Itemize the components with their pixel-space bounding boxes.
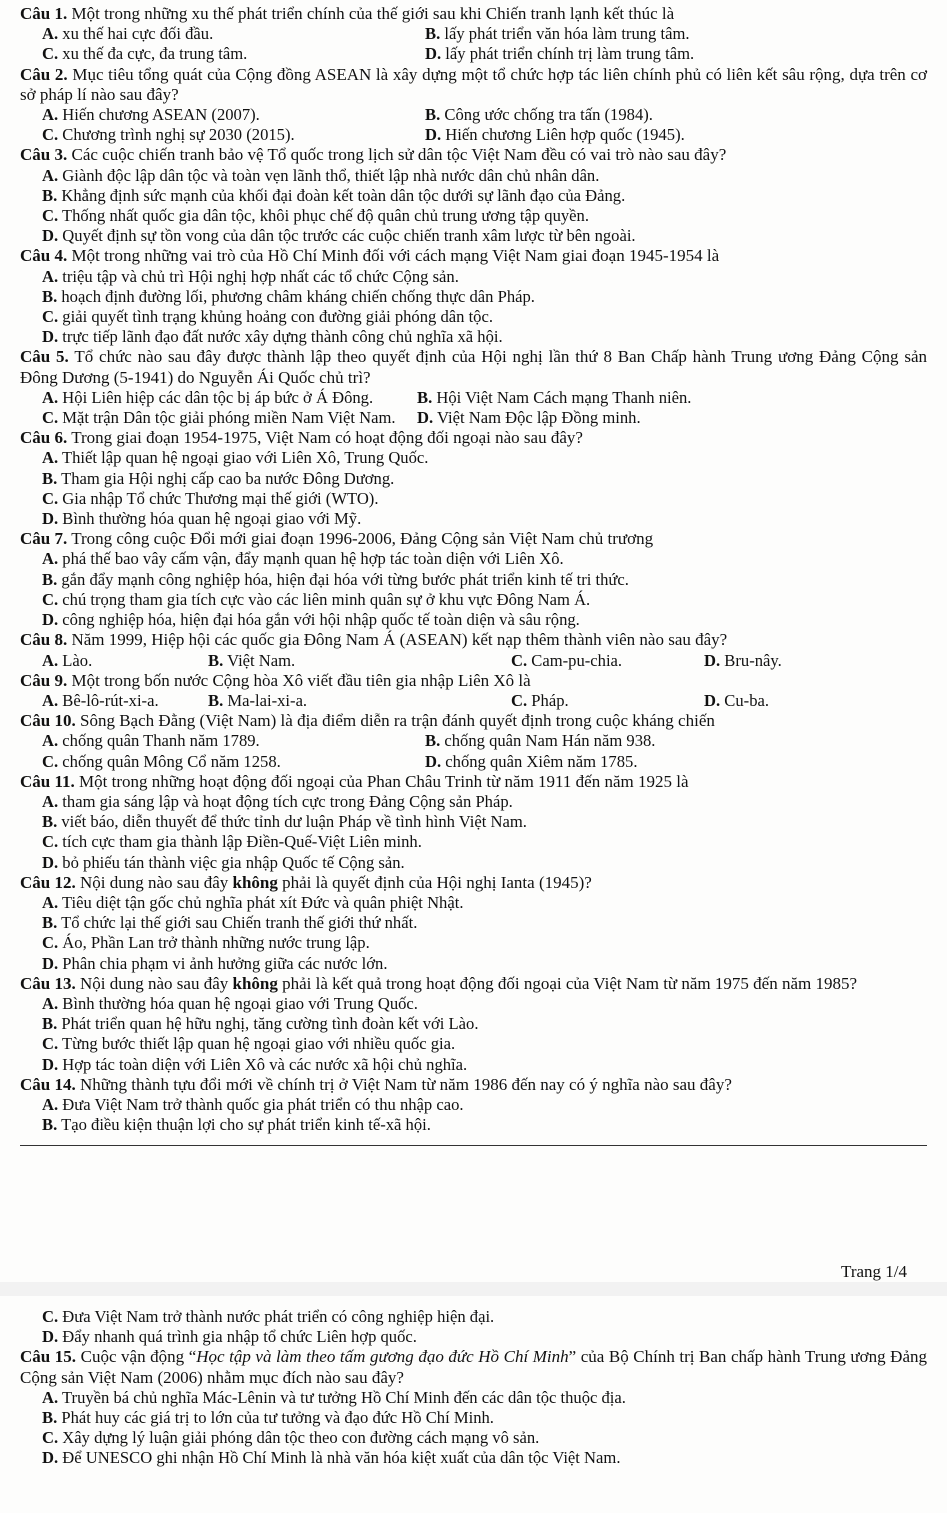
option-letter: C. (42, 488, 59, 508)
option-row (42, 388, 927, 408)
option-row (42, 44, 927, 64)
question-number: Câu 13. (20, 973, 76, 993)
option (425, 24, 690, 44)
question-number: Câu 4. (20, 246, 68, 266)
option-letter: A. (42, 650, 59, 670)
option-text: Bru-nây. (724, 650, 782, 670)
option-letter: A. (42, 1094, 59, 1114)
question-8 (20, 630, 927, 650)
option (42, 590, 927, 610)
option-letter: D. (425, 125, 442, 145)
option-row (42, 408, 927, 428)
question-number: Câu 15. (20, 1347, 77, 1367)
option (208, 691, 511, 711)
option-text: Lào. (62, 650, 93, 670)
question-8-options (20, 651, 927, 671)
option-letter: A. (42, 892, 59, 912)
option-letter: A. (42, 387, 59, 407)
option (42, 853, 927, 873)
option-letter: C. (42, 832, 59, 852)
option-text: Pháp. (531, 690, 569, 710)
option-letter: C. (42, 206, 59, 226)
option: A. Truyền bá chủ nghĩa Mác-Lênin và tư tưởng Hồ Chí Minh đến các dân tộc thuộc địa. (42, 1387, 626, 1407)
question-text: Tổ chức nào sau đây được thành lập theo quyết định của Hội nghị lần thứ 8 Ban Chấp hành Trung ương Đảng Cộng sản Đông Dương (5-1941) do Nguyễn Ái Quốc chủ trì? (20, 347, 927, 387)
question-text: Một trong những xu thế phát triển chính của thế giới sau khi Chiến tranh lạnh kết thúc là (71, 4, 675, 23)
option-text: trực tiếp lãnh đạo đất nước xây dựng thành công chủ nghĩa xã hội. (62, 327, 503, 347)
option-letter: D. (42, 610, 59, 630)
question-text: Một trong bốn nước Cộng hòa Xô viết đầu tiên gia nhập Liên Xô là (71, 670, 531, 690)
option (42, 832, 927, 852)
option-text: Tạo điều kiện thuận lợi cho sự phát triển kinh tế-xã hội. (61, 1115, 431, 1135)
option-letter: B. (42, 468, 58, 488)
option-letter: C. (42, 125, 59, 145)
question-text: Một trong những vai trò của Hồ Chí Minh đối với cách mạng Việt Nam giai đoạn 1945-1954 là (71, 246, 720, 266)
option (704, 691, 769, 711)
option-text: chống quân Xiêm năm 1785. (445, 751, 638, 771)
option-text: Ma-lai-xi-a. (227, 690, 308, 710)
option-text: Tổ chức lại thế giới sau Chiến tranh thế giới thứ nhất. (61, 913, 418, 933)
option-letter: B. (42, 1014, 58, 1034)
question-12-options (20, 893, 927, 974)
question-10-options (20, 731, 927, 771)
question-9 (20, 671, 927, 691)
option (42, 933, 927, 953)
question-12 (20, 873, 927, 893)
option-row (42, 752, 927, 772)
option (42, 1115, 927, 1135)
question-13 (20, 974, 927, 994)
question-number: Câu 5. (20, 347, 69, 367)
question-4 (20, 246, 927, 266)
option-letter: B. (425, 24, 441, 44)
exam-page-2 (0, 1296, 947, 1513)
question-2 (20, 65, 927, 105)
option (42, 752, 425, 772)
question-list-continued (0, 1296, 947, 1469)
continued-options (20, 1307, 927, 1347)
option (42, 1034, 927, 1054)
option-letter: A. (42, 105, 59, 125)
option-letter: D. (42, 226, 59, 246)
option-text: viết báo, diễn thuyết để thức tỉnh dư luận Pháp về tình hình Việt Nam. (61, 812, 527, 832)
option-letter: B. (425, 731, 441, 751)
option-text: xu thế hai cực đối đầu. (62, 24, 214, 44)
option-letter: B. (417, 387, 433, 407)
option: D. Đẩy nhanh quá trình gia nhập tổ chức Liên hợp quốc. (42, 1327, 417, 1347)
option (42, 954, 927, 974)
option (42, 731, 425, 751)
question-number: Câu 12. (20, 872, 76, 892)
option-letter: B. (425, 105, 441, 125)
option-letter: B. (42, 286, 58, 306)
option-letter: D. (42, 327, 59, 347)
option-text: Đưa Việt Nam trở thành quốc gia phát triển có thu nhập cao. (62, 1094, 464, 1114)
option (511, 691, 704, 711)
option-letter: D. (42, 953, 59, 973)
option-text: Hội Việt Nam Cách mạng Thanh niên. (436, 387, 692, 407)
question-15: Câu 15. Cuộc vận động “Học tập và làm theo tấm gương đạo đức Hồ Chí Minh” của Bộ Chính trị Ban chấp hành Trung ương Đảng Cộng sản Việt Nam (2006) nhằm mục đích nào sau đây? (20, 1347, 928, 1387)
question-11 (20, 772, 927, 792)
option-letter: B. (42, 569, 58, 589)
option-letter: B. (42, 913, 58, 933)
option (42, 307, 927, 327)
option (42, 994, 927, 1014)
option-letter: C. (511, 650, 528, 670)
option (42, 1014, 927, 1034)
option (42, 509, 927, 529)
option (704, 651, 782, 671)
option-text: Thiết lập quan hệ ngoại giao với Liên Xô, Trung Quốc. (62, 448, 429, 468)
option-letter: A. (42, 731, 59, 751)
option-text: Chương trình nghị sự 2030 (2015). (62, 125, 295, 145)
option (425, 125, 685, 145)
option-text: Giành độc lập dân tộc và toàn vẹn lãnh thổ, thiết lập nhà nước dân chủ nhân dân. (62, 165, 600, 185)
question-emphasis: không (232, 872, 278, 892)
option (42, 327, 927, 347)
option (425, 731, 655, 751)
question-text: Những thành tựu đổi mới về chính trị ở Việt Nam từ năm 1986 đến nay có ý nghĩa nào sau đây? (79, 1074, 732, 1094)
option-text: Hiến chương Liên hợp quốc (1945). (445, 125, 685, 145)
option-letter: D. (425, 751, 442, 771)
option-text: Cu-ba. (724, 690, 769, 710)
option-text: Việt Nam Độc lập Đồng minh. (437, 408, 641, 428)
option: C. Đưa Việt Nam trở thành nước phát triển có công nghiệp hiện đại. (42, 1307, 495, 1326)
option-letter: D. (417, 408, 434, 428)
option (425, 105, 653, 125)
option-letter: C. (42, 1034, 59, 1054)
option (417, 408, 641, 428)
option (42, 1095, 927, 1115)
option-text: Mặt trận Dân tộc giải phóng miền Nam Việt Nam. (62, 408, 396, 428)
option-row (42, 105, 927, 125)
option-letter: B. (42, 185, 58, 205)
question-1 (20, 4, 927, 24)
option-letter: C. (42, 307, 59, 327)
option (42, 812, 927, 832)
page-gap (0, 1282, 947, 1296)
option-letter: A. (42, 690, 59, 710)
option (42, 125, 425, 145)
option (42, 549, 927, 569)
question-text: Nội dung nào sau đây (79, 973, 233, 993)
option-text: lấy phát triển chính trị làm trung tâm. (445, 44, 695, 64)
question-15-options (20, 1388, 927, 1469)
question-number: Câu 11. (20, 771, 75, 791)
question-text: Năm 1999, Hiệp hội các quốc gia Đông Nam Á (ASEAN) kết nạp thêm thành viên nào sau đây? (71, 630, 728, 650)
option-letter: A. (42, 266, 59, 286)
option (42, 691, 208, 711)
option (42, 105, 425, 125)
option-letter: D. (704, 650, 721, 670)
option-text: Công ước chống tra tấn (1984). (444, 105, 653, 125)
option-text: Hội Liên hiệp các dân tộc bị áp bức ở Á Đông. (62, 387, 374, 407)
question-text: Mục tiêu tổng quát của Cộng đồng ASEAN là xây dựng một tổ chức hợp tác liên chính phủ có liên kết sâu rộng, dựa trên cơ sở pháp lí nào sau đây? (20, 64, 928, 104)
option-letter: C. (42, 933, 59, 953)
option-letter: D. (42, 509, 59, 529)
option: D. Để UNESCO ghi nhận Hồ Chí Minh là nhà văn hóa kiệt xuất của dân tộc Việt Nam. (42, 1448, 621, 1468)
question-number: Câu 14. (20, 1074, 76, 1094)
option-letter: D. (42, 1054, 59, 1074)
option-text: hoạch định đường lối, phương châm kháng chiến chống thực dân Pháp. (61, 286, 535, 306)
question-6 (20, 428, 927, 448)
question-7 (20, 529, 927, 549)
option-letter: A. (42, 791, 59, 811)
option-text: chống quân Mông Cổ năm 1258. (62, 751, 281, 771)
option-text: tích cực tham gia thành lập Điền-Quế-Việt Liên minh. (62, 832, 422, 852)
option (42, 206, 927, 226)
question-3 (20, 145, 927, 165)
option (42, 408, 417, 428)
option-letter: B. (208, 690, 224, 710)
option-letter: A. (42, 448, 59, 468)
option-letter: C. (511, 690, 528, 710)
option-text: Tiêu diệt tận gốc chủ nghĩa phát xít Đức và quân phiệt Nhật. (62, 892, 464, 912)
question-4-options (20, 267, 927, 348)
option (42, 469, 927, 489)
option-text: Áo, Phần Lan trở thành những nước trung lập. (62, 933, 370, 953)
option (42, 792, 927, 812)
option (42, 570, 927, 590)
question-5-options (20, 388, 927, 428)
question-text: Sông Bạch Đằng (Việt Nam) là địa điểm diễn ra trận đánh quyết định trong cuộc kháng chiến (79, 711, 715, 731)
question-text: phải là kết quả trong hoạt động đối ngoại của Việt Nam từ năm 1975 đến năm 1985? (277, 973, 858, 993)
question-3-options (20, 166, 927, 247)
question-number: Câu 3. (20, 145, 68, 165)
option (425, 44, 694, 64)
option (208, 651, 511, 671)
question-text: Trong giai đoạn 1954-1975, Việt Nam có hoạt động đối ngoại nào sau đây? (71, 428, 583, 448)
option (42, 651, 208, 671)
question-2-options (20, 105, 927, 145)
option-row (42, 691, 927, 711)
question-emphasis: không (232, 973, 278, 993)
option-text: Bình thường hóa quan hệ ngoại giao với Trung Quốc. (62, 993, 418, 1013)
question-text: Một trong những hoạt động đối ngoại của Phan Châu Trinh từ năm 1911 đến năm 1925 là (79, 771, 689, 791)
option-text: chú trọng tham gia tích cực vào các liên minh quân sự ở khu vực Đông Nam Á. (62, 589, 591, 609)
question-text: phải là quyết định của Hội nghị Ianta (1945)? (277, 872, 592, 892)
question-text: Nội dung nào sau đây (79, 872, 233, 892)
option (417, 388, 691, 408)
option (42, 24, 425, 44)
option (42, 186, 927, 206)
option-text: Hợp tác toàn diện với Liên Xô và các nước xã hội chủ nghĩa. (62, 1054, 468, 1074)
option-letter: A. (42, 549, 59, 569)
option-row (42, 125, 927, 145)
option-text: Phát triển quan hệ hữu nghị, tăng cường tình đoàn kết với Lào. (61, 1014, 479, 1034)
option: C. Xây dựng lý luận giải phóng dân tộc theo con đường cách mạng vô sản. (42, 1428, 540, 1448)
option-text: Từng bước thiết lập quan hệ ngoại giao với nhiều quốc gia. (62, 1034, 456, 1054)
option-text: Tham gia Hội nghị cấp cao ba nước Đông Dương. (61, 468, 395, 488)
option: B. Phát huy các giá trị to lớn của tư tưởng và đạo đức Hồ Chí Minh. (42, 1408, 494, 1428)
option-text: xu thế đa cực, đa trung tâm. (62, 44, 248, 64)
option (42, 388, 417, 408)
option-letter: B. (42, 812, 58, 832)
option-text: triệu tập và chủ trì Hội nghị hợp nhất các tổ chức Cộng sản. (62, 266, 459, 286)
option (42, 267, 927, 287)
question-number: Câu 2. (20, 64, 68, 84)
question-10 (20, 711, 927, 731)
question-number: Câu 8. (20, 630, 68, 650)
option-text: Khẳng định sức mạnh của khối đại đoàn kết toàn dân tộc dưới sự lãnh đạo của Đảng. (61, 185, 626, 205)
option-text: gắn đẩy mạnh công nghiệp hóa, hiện đại hóa với từng bước phát triển kinh tế tri thức. (61, 569, 629, 589)
option-letter: D. (704, 690, 721, 710)
option-letter: A. (42, 993, 59, 1013)
option-text: Hiến chương ASEAN (2007). (62, 105, 260, 125)
option-letter: C. (42, 44, 59, 64)
question-1-options (20, 24, 927, 64)
question-6-options (20, 448, 927, 529)
option-text: phá thế bao vây cấm vận, đẩy mạnh quan hệ hợp tác toàn diện với Liên Xô. (62, 549, 564, 569)
option (42, 287, 927, 307)
option-text: Bình thường hóa quan hệ ngoại giao với Mỹ. (62, 509, 362, 529)
option-text: bỏ phiếu tán thành việc gia nhập Quốc tế Cộng sản. (62, 852, 405, 872)
option-letter: D. (425, 44, 442, 64)
option-letter: C. (42, 751, 59, 771)
option-text: Bê-lô-rút-xi-a. (62, 690, 159, 710)
option-text: công nghiệp hóa, hiện đại hóa gắn với hội nhập quốc tế toàn diện và sâu rộng. (62, 610, 580, 630)
option-letter: B. (208, 650, 224, 670)
question-number: Câu 6. (20, 428, 68, 448)
question-5 (20, 347, 927, 387)
question-14-options (20, 1095, 927, 1135)
option (42, 913, 927, 933)
option-text: Việt Nam. (227, 650, 296, 670)
option-text: Cam-pu-chia. (531, 650, 623, 670)
question-14 (20, 1075, 927, 1095)
page-rule (20, 1145, 927, 1146)
option-text: Phân chia phạm vi ảnh hưởng giữa các nước lớn. (62, 953, 388, 973)
question-text: Trong công cuộc Đổi mới giai đoạn 1996-2006, Đảng Cộng sản Việt Nam chủ trương (71, 529, 654, 549)
option-text: giải quyết tình trạng khủng hoảng con đường giải phóng dân tộc. (62, 307, 493, 327)
option-text: lấy phát triển văn hóa làm trung tâm. (444, 24, 690, 44)
option-letter: A. (42, 24, 59, 44)
option-text: chống quân Nam Hán năm 938. (444, 731, 656, 751)
question-number: Câu 9. (20, 670, 68, 690)
question-7-options (20, 549, 927, 630)
option-letter: C. (42, 408, 59, 428)
option-letter: B. (42, 1115, 58, 1135)
question-13-options (20, 994, 927, 1075)
option (42, 448, 927, 468)
option (42, 44, 425, 64)
option-letter: D. (42, 852, 59, 872)
option (42, 610, 927, 630)
option-row (42, 651, 927, 671)
option (42, 166, 927, 186)
question-number: Câu 10. (20, 711, 76, 731)
option (42, 893, 927, 913)
question-number: Câu 7. (20, 529, 68, 549)
option (42, 1055, 927, 1075)
page-footer: Trang 1/4 (841, 1262, 907, 1281)
option-text: chống quân Thanh năm 1789. (62, 731, 260, 751)
option-text: tham gia sáng lập và hoạt động tích cực trong Đảng Cộng sản Pháp. (62, 791, 513, 811)
option-letter: A. (42, 165, 59, 185)
question-number: Câu 1. (20, 4, 68, 23)
option-text: Gia nhập Tổ chức Thương mại thế giới (WTO). (62, 488, 379, 508)
option (42, 489, 927, 509)
option-row (42, 731, 927, 751)
option-row (42, 24, 927, 44)
question-11-options (20, 792, 927, 873)
option-text: Quyết định sự tồn vong của dân tộc trước các cuộc chiến tranh xâm lược từ bên ngoài. (62, 226, 636, 246)
option-letter: C. (42, 589, 59, 609)
option (425, 752, 637, 772)
option-text: Thống nhất quốc gia dân tộc, khôi phục chế độ quân chủ trung ương tập quyền. (62, 206, 589, 226)
question-text: Các cuộc chiến tranh bảo vệ Tổ quốc trong lịch sử dân tộc Việt Nam đều có vai trò nào sau đây? (71, 145, 727, 165)
option (511, 651, 704, 671)
question-9-options (20, 691, 927, 711)
option (42, 226, 927, 246)
